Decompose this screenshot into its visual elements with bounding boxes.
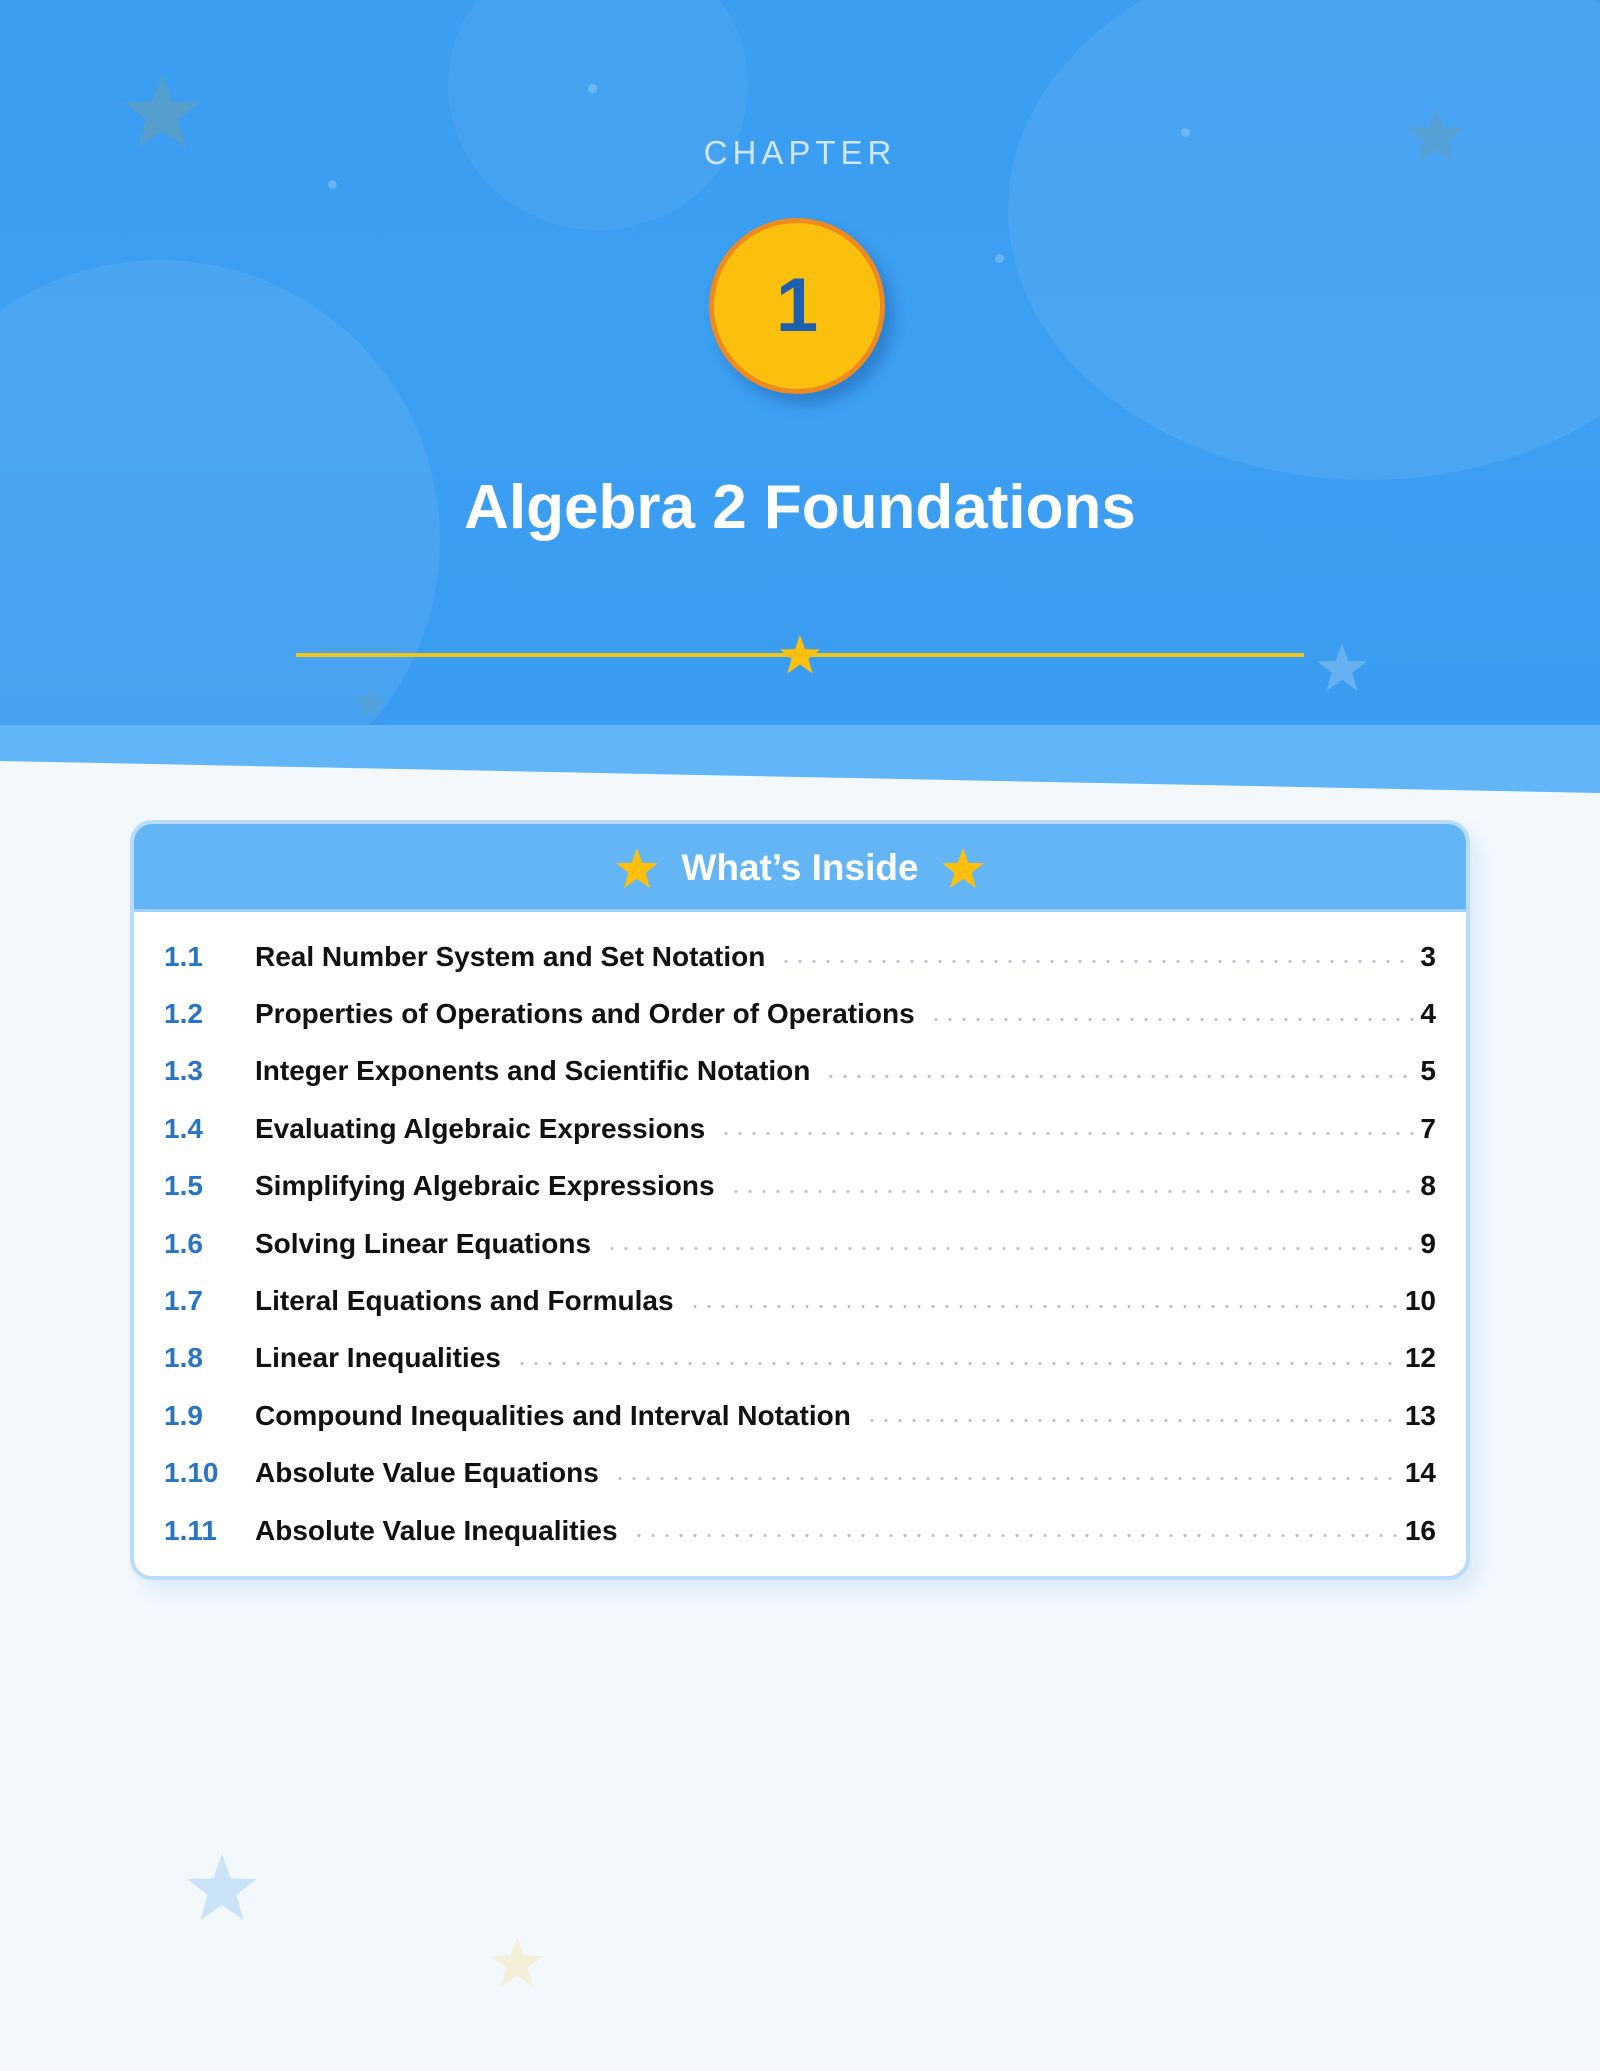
decorative-bubble bbox=[448, 0, 748, 230]
toc-entry-page: 8 bbox=[1420, 1170, 1436, 1202]
dot-leader bbox=[632, 1534, 1399, 1537]
header-slant-band bbox=[0, 725, 1600, 795]
dot-leader bbox=[515, 1362, 1399, 1365]
toc-entry-page: 9 bbox=[1420, 1227, 1436, 1259]
toc-entry-page: 16 bbox=[1404, 1514, 1436, 1546]
star-icon bbox=[780, 635, 820, 674]
toc-entry-title: Simplifying Algebraic Expressions bbox=[255, 1170, 715, 1202]
toc-entry[interactable] bbox=[164, 1272, 1436, 1329]
dot-leader bbox=[729, 1190, 1415, 1193]
chapter-header bbox=[0, 0, 1600, 727]
toc-entry-page: 10 bbox=[1404, 1285, 1436, 1317]
dot-leader bbox=[719, 1132, 1414, 1135]
toc-entry-title: Linear Inequalities bbox=[255, 1342, 501, 1374]
dot-leader bbox=[613, 1477, 1399, 1480]
chapter-title: Algebra 2 Foundations bbox=[464, 473, 1136, 542]
toc-entry[interactable] bbox=[164, 1445, 1436, 1502]
decorative-bubble bbox=[1008, 0, 1600, 480]
toc-entry-number: 1.10 bbox=[164, 1457, 219, 1489]
toc-entry[interactable] bbox=[164, 1387, 1436, 1444]
toc-list bbox=[164, 928, 1436, 1559]
toc-entry-number: 1.1 bbox=[164, 940, 203, 972]
dot-leader bbox=[605, 1247, 1414, 1250]
toc-entry-number: 1.9 bbox=[164, 1399, 203, 1431]
toc-entry[interactable] bbox=[164, 1330, 1436, 1387]
star-icon bbox=[352, 684, 388, 719]
star-icon bbox=[615, 847, 659, 889]
toc-entry-number: 1.6 bbox=[164, 1227, 203, 1259]
title-divider bbox=[290, 630, 1310, 680]
toc-entry[interactable] bbox=[164, 1502, 1436, 1559]
toc-entry-number: 1.11 bbox=[164, 1514, 217, 1546]
toc-entry-number: 1.3 bbox=[164, 1055, 203, 1087]
toc-entry-title: Compound Inequalities and Interval Notation bbox=[255, 1399, 851, 1431]
toc-entry[interactable] bbox=[164, 1158, 1436, 1215]
star-icon bbox=[1316, 642, 1368, 692]
toc-header bbox=[134, 824, 1466, 912]
decorative-dot bbox=[995, 254, 1004, 263]
toc-entry-title: Absolute Value Equations bbox=[255, 1457, 599, 1489]
toc-entry[interactable] bbox=[164, 1043, 1436, 1100]
toc-entry[interactable] bbox=[164, 985, 1436, 1042]
toc-entry-page: 7 bbox=[1420, 1112, 1436, 1144]
toc-entry-number: 1.5 bbox=[164, 1170, 203, 1202]
chapter-number: 1 bbox=[775, 263, 819, 348]
chapter-number-badge bbox=[709, 218, 885, 394]
dot-leader bbox=[824, 1075, 1414, 1078]
toc-entry-title: Absolute Value Inequalities bbox=[255, 1514, 618, 1546]
toc-entry-number: 1.2 bbox=[164, 998, 203, 1030]
toc-entry-title: Evaluating Algebraic Expressions bbox=[255, 1112, 706, 1144]
dot-leader bbox=[929, 1018, 1415, 1021]
toc-entry[interactable] bbox=[164, 1100, 1436, 1157]
toc-card bbox=[130, 820, 1470, 1580]
toc-entry-title: Solving Linear Equations bbox=[255, 1227, 592, 1259]
toc-entry-title: Literal Equations and Formulas bbox=[255, 1285, 674, 1317]
dot-leader bbox=[688, 1305, 1399, 1308]
toc-entry[interactable] bbox=[164, 1215, 1436, 1272]
decorative-dot bbox=[588, 84, 597, 93]
toc-entry-number: 1.8 bbox=[164, 1342, 203, 1374]
toc-entry-title: Real Number System and Set Notation bbox=[255, 940, 766, 972]
toc-entry-number: 1.4 bbox=[164, 1112, 203, 1144]
dot-leader bbox=[779, 960, 1414, 963]
chapter-label: CHAPTER bbox=[703, 134, 897, 171]
toc-entry-page: 13 bbox=[1404, 1399, 1436, 1431]
star-icon bbox=[941, 847, 985, 889]
toc-heading: What’s Inside bbox=[681, 847, 919, 888]
toc-entry-page: 14 bbox=[1404, 1457, 1436, 1489]
toc-entry[interactable] bbox=[164, 928, 1436, 985]
toc-entry-page: 5 bbox=[1420, 1055, 1436, 1087]
toc-entry-page: 4 bbox=[1420, 998, 1436, 1030]
toc-entry-title: Integer Exponents and Scientific Notation bbox=[255, 1055, 811, 1087]
decorative-dot bbox=[328, 180, 337, 189]
toc-entry-page: 12 bbox=[1404, 1342, 1436, 1374]
star-icon bbox=[490, 1936, 544, 1988]
star-icon bbox=[186, 1852, 258, 1922]
toc-entry-number: 1.7 bbox=[164, 1285, 203, 1317]
toc-entry-page: 3 bbox=[1420, 940, 1436, 972]
dot-leader bbox=[865, 1419, 1399, 1422]
toc-entry-title: Properties of Operations and Order of Operations bbox=[255, 998, 915, 1030]
